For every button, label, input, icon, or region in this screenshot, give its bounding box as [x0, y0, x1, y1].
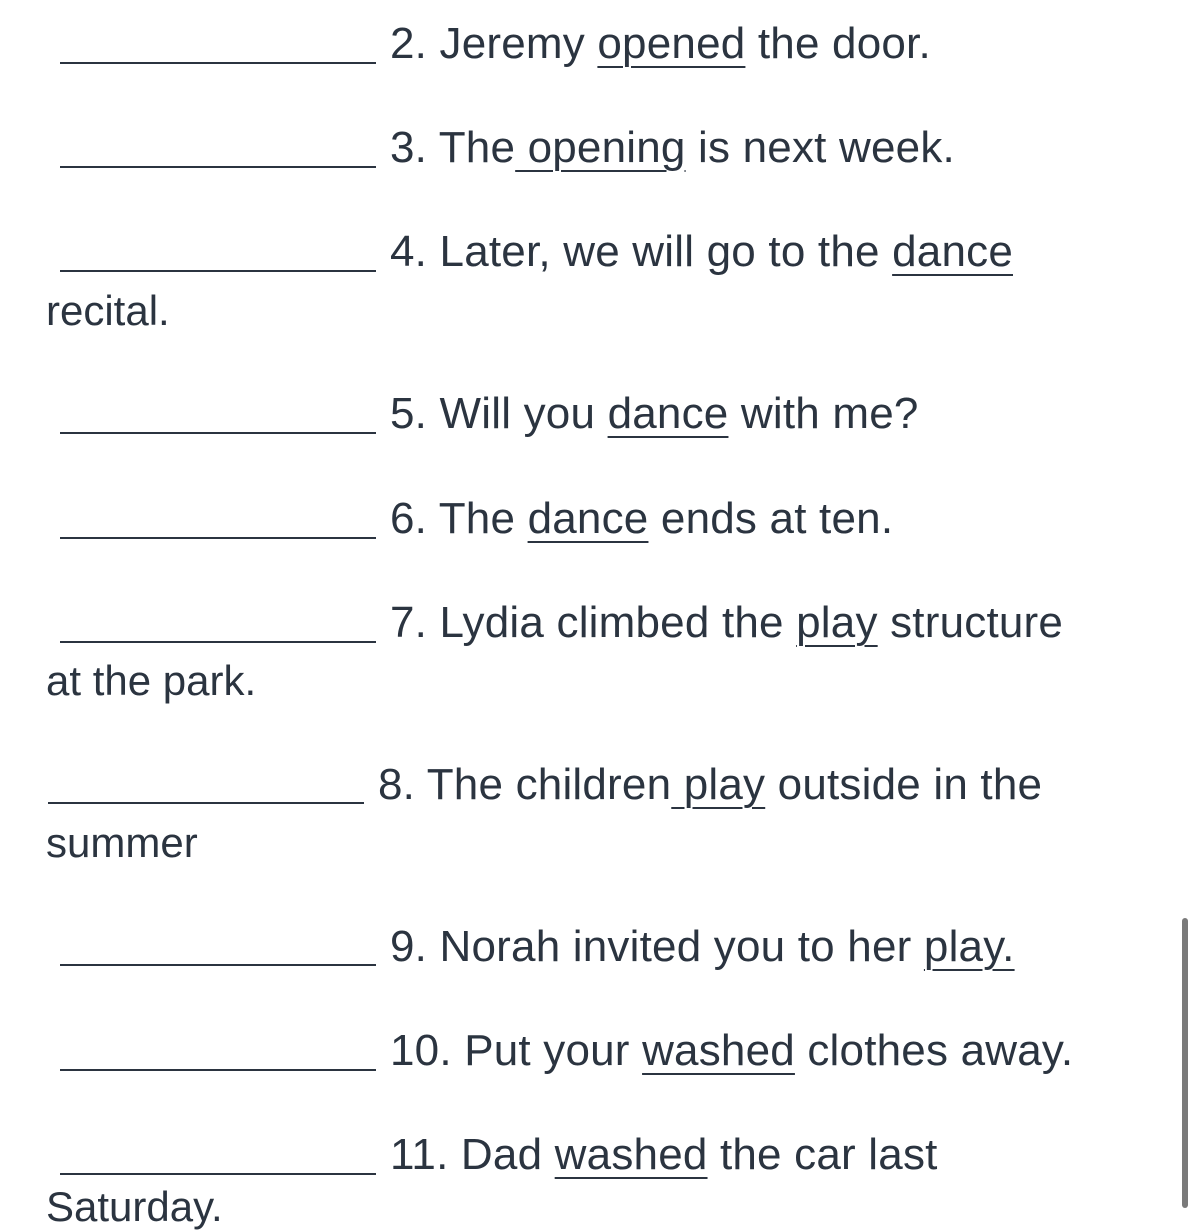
- sentence: [390, 389, 919, 438]
- sentence: [390, 1130, 938, 1179]
- sentence: [390, 922, 1015, 971]
- answer-blank[interactable]: [60, 641, 376, 643]
- underlined-word: dance: [527, 494, 649, 543]
- underlined-word: play.: [923, 922, 1015, 971]
- sentence: [390, 598, 1064, 647]
- sentence-text: 6. The: [390, 494, 528, 543]
- sentence: [378, 760, 1043, 809]
- sentence-text: outside in the: [765, 760, 1043, 809]
- underlined-word: dance: [607, 389, 729, 438]
- sentence-text: structure: [877, 598, 1064, 647]
- sentence-continuation: Saturday.: [46, 1183, 223, 1230]
- answer-blank[interactable]: [60, 62, 376, 64]
- sentence-text: 5. Will you: [390, 389, 608, 438]
- underlined-word: opening: [515, 123, 686, 172]
- sentence-text: 3. The: [390, 123, 516, 172]
- sentence-text: the door.: [745, 19, 931, 68]
- sentence-text: the car last: [707, 1130, 938, 1179]
- sentence: [390, 19, 931, 68]
- answer-blank[interactable]: [60, 1069, 376, 1071]
- sentence-text: ends at ten.: [648, 494, 894, 543]
- answer-blank[interactable]: [60, 166, 376, 168]
- underlined-word: washed: [642, 1026, 795, 1075]
- sentence-text: is next week.: [685, 123, 955, 172]
- underlined-word: washed: [554, 1130, 708, 1179]
- sentence-continuation: at the park.: [46, 657, 257, 704]
- answer-blank[interactable]: [60, 1173, 376, 1175]
- sentence-text: clothes away.: [794, 1026, 1074, 1075]
- sentence-continuation: recital.: [46, 287, 170, 334]
- underlined-word: play: [796, 598, 878, 647]
- sentence-text: 7. Lydia climbed the: [390, 598, 797, 647]
- underlined-word: dance: [892, 227, 1013, 276]
- sentence-text: with me?: [728, 389, 919, 438]
- answer-blank[interactable]: [60, 537, 376, 539]
- sentence-text: 4. Later, we will go to the: [390, 227, 893, 276]
- sentence: [390, 1026, 1074, 1075]
- answer-blank[interactable]: [60, 270, 376, 272]
- underlined-word: play: [671, 760, 766, 809]
- sentence: [390, 123, 955, 172]
- sentence-continuation: summer: [46, 819, 198, 866]
- sentence-text: 11. Dad: [390, 1130, 555, 1179]
- sentence: [390, 227, 1013, 276]
- sentence-text: 2. Jeremy: [390, 19, 598, 68]
- sentence-text: 8. The children: [378, 760, 672, 809]
- sentence-text: 10. Put your: [390, 1026, 643, 1075]
- answer-blank[interactable]: [48, 802, 364, 804]
- underlined-word: opened: [597, 19, 746, 68]
- answer-blank[interactable]: [60, 432, 376, 434]
- answer-blank[interactable]: [60, 964, 376, 966]
- sentence: [390, 494, 894, 543]
- sentence-text: 9. Norah invited you to her: [390, 922, 924, 971]
- scrollbar[interactable]: [1182, 918, 1188, 1208]
